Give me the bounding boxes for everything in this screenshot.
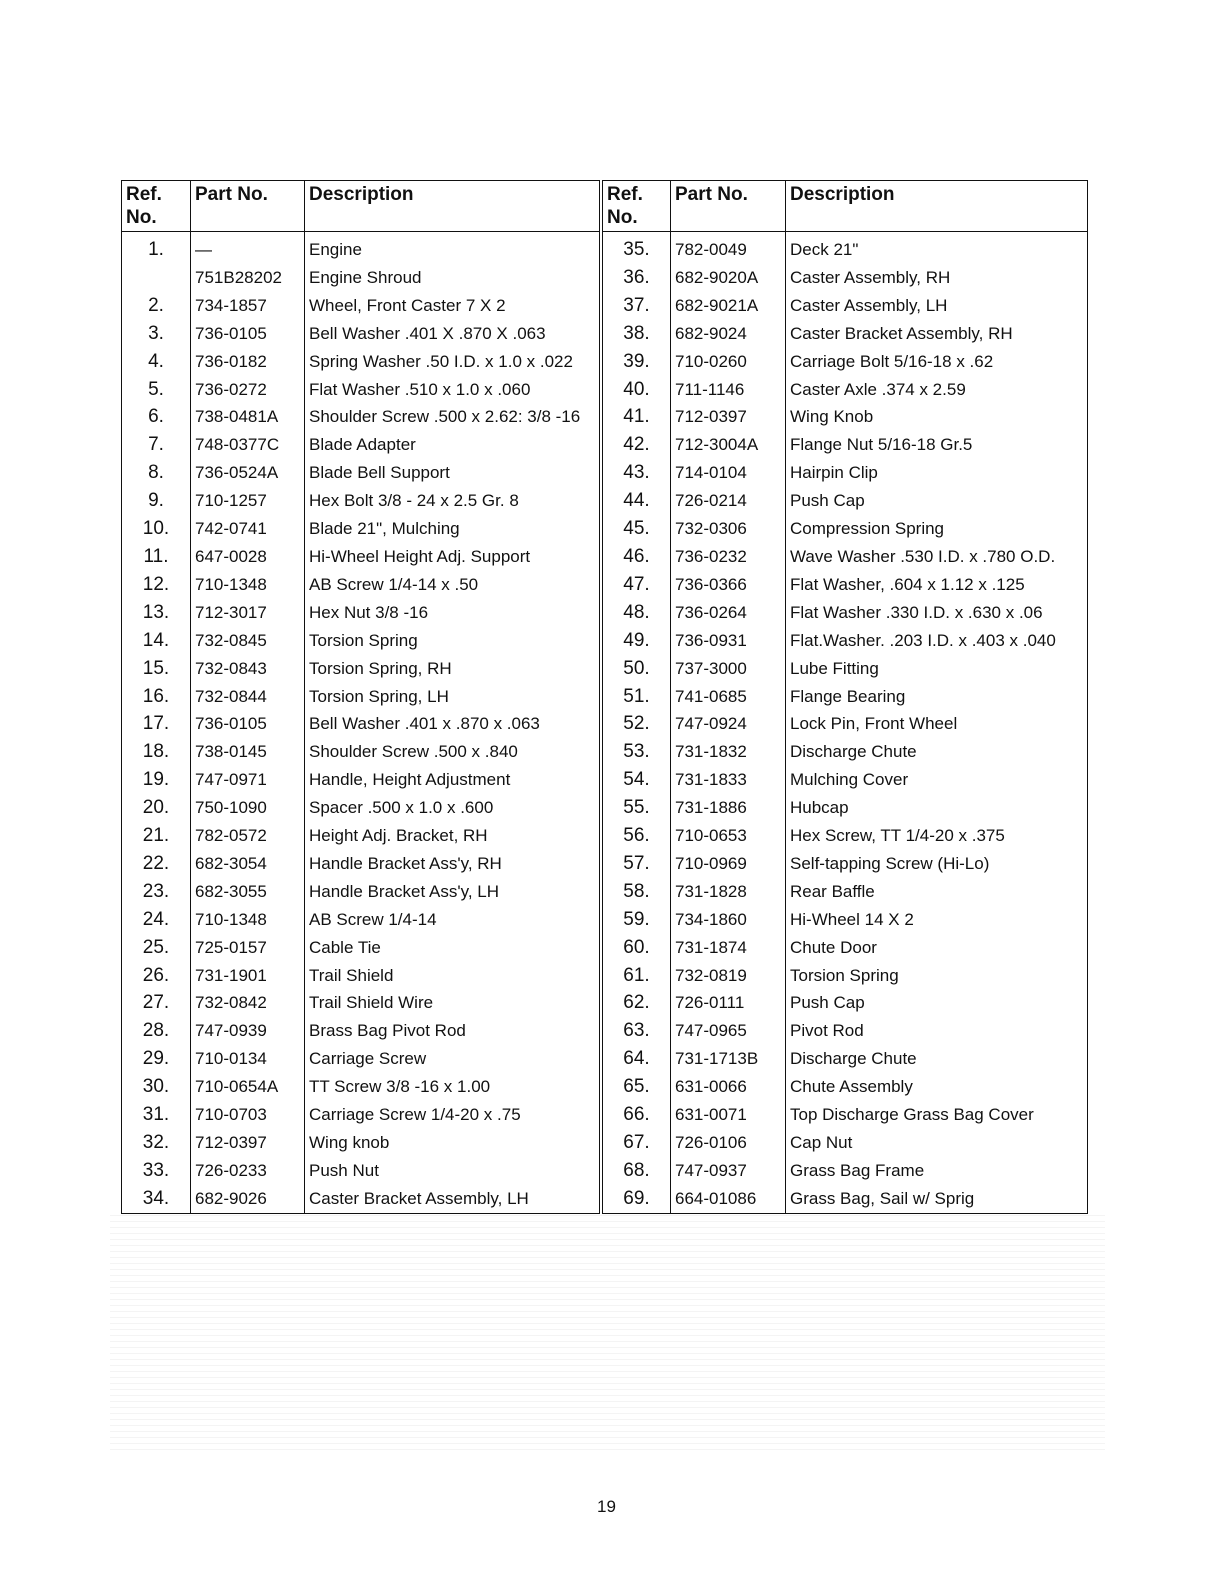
parts-table-left — [121, 180, 600, 1214]
ref-no-cell: 46. — [603, 543, 671, 571]
part-no-cell: 712-0397 — [191, 1129, 305, 1157]
table-row — [122, 878, 600, 906]
ref-no-cell: 13. — [122, 599, 191, 627]
description-cell: Hex Screw, TT 1/4-20 x .375 — [786, 822, 1088, 850]
parts-table-right — [602, 180, 1088, 1214]
table-row — [122, 487, 600, 515]
ref-no-cell — [122, 264, 191, 292]
parts-table-body-right — [603, 232, 1088, 1214]
part-no-cell: 731-1874 — [671, 934, 786, 962]
part-no-cell: 732-0844 — [191, 683, 305, 711]
part-no-cell: 726-0111 — [671, 989, 786, 1017]
description-cell: Push Cap — [786, 487, 1088, 515]
ref-no-cell: 26. — [122, 962, 191, 990]
table-row — [603, 878, 1088, 906]
description-cell: Torsion Spring, RH — [305, 655, 600, 683]
part-no-cell: 736-0264 — [671, 599, 786, 627]
table-row — [122, 794, 600, 822]
part-no-cell: 682-3055 — [191, 878, 305, 906]
ref-no-cell: 32. — [122, 1129, 191, 1157]
part-no-cell: 711-1146 — [671, 376, 786, 404]
description-header: Description — [786, 181, 1088, 232]
ref-no-cell: 52. — [603, 710, 671, 738]
description-cell: Grass Bag Frame — [786, 1157, 1088, 1185]
table-row — [603, 627, 1088, 655]
table-row — [122, 1073, 600, 1101]
ref-no-cell: 28. — [122, 1017, 191, 1045]
table-row — [122, 766, 600, 794]
part-no-cell: 750-1090 — [191, 794, 305, 822]
table-row — [603, 962, 1088, 990]
description-cell: Cap Nut — [786, 1129, 1088, 1157]
ref-no-cell: 61. — [603, 962, 671, 990]
table-row — [603, 1157, 1088, 1185]
description-cell: Shoulder Screw .500 x .840 — [305, 738, 600, 766]
part-no-cell: 725-0157 — [191, 934, 305, 962]
description-cell: Bell Washer .401 x .870 x .063 — [305, 710, 600, 738]
description-cell: Engine Shroud — [305, 264, 600, 292]
description-cell: Hairpin Clip — [786, 459, 1088, 487]
ref-no-cell: 4. — [122, 348, 191, 376]
description-cell: Lock Pin, Front Wheel — [786, 710, 1088, 738]
ref-no-cell: 12. — [122, 571, 191, 599]
ref-no-cell: 42. — [603, 431, 671, 459]
part-no-cell: 682-9024 — [671, 320, 786, 348]
part-no-cell: 737-3000 — [671, 655, 786, 683]
table-row — [122, 655, 600, 683]
table-row — [603, 320, 1088, 348]
ref-no-cell: 68. — [603, 1157, 671, 1185]
part-no-cell: 710-0969 — [671, 850, 786, 878]
table-row — [122, 431, 600, 459]
description-cell: Height Adj. Bracket, RH — [305, 822, 600, 850]
description-cell: Chute Assembly — [786, 1073, 1088, 1101]
part-no-cell: — — [191, 232, 305, 264]
table-row — [603, 571, 1088, 599]
part-no-cell: 731-1886 — [671, 794, 786, 822]
ref-no-cell: 45. — [603, 515, 671, 543]
table-row — [603, 515, 1088, 543]
description-cell: Blade Bell Support — [305, 459, 600, 487]
ref-no-cell: 20. — [122, 794, 191, 822]
table-row — [122, 989, 600, 1017]
description-cell: Flat Washer, .604 x 1.12 x .125 — [786, 571, 1088, 599]
description-header: Description — [305, 181, 600, 232]
table-row — [603, 487, 1088, 515]
ref-no-cell: 33. — [122, 1157, 191, 1185]
part-no-cell: 710-0134 — [191, 1045, 305, 1073]
table-row — [603, 766, 1088, 794]
part-no-cell: 647-0028 — [191, 543, 305, 571]
table-row — [603, 794, 1088, 822]
table-header-row — [122, 181, 600, 232]
ref-no-cell: 7. — [122, 431, 191, 459]
table-row — [603, 989, 1088, 1017]
table-row — [122, 1045, 600, 1073]
table-row — [122, 264, 600, 292]
table-row — [603, 738, 1088, 766]
part-no-cell: 734-1857 — [191, 292, 305, 320]
part-no-cell: 682-9021A — [671, 292, 786, 320]
table-row — [122, 459, 600, 487]
ref-no-cell: 43. — [603, 459, 671, 487]
table-row — [122, 403, 600, 431]
part-no-cell: 736-0366 — [671, 571, 786, 599]
ref-no-cell: 25. — [122, 934, 191, 962]
description-cell: Handle Bracket Ass'y, LH — [305, 878, 600, 906]
ref-no-header: Ref. No. — [122, 181, 191, 232]
part-no-cell: 726-0106 — [671, 1129, 786, 1157]
ref-no-cell: 53. — [603, 738, 671, 766]
table-row — [603, 850, 1088, 878]
ref-no-cell: 10. — [122, 515, 191, 543]
description-cell: Top Discharge Grass Bag Cover — [786, 1101, 1088, 1129]
description-cell: Pivot Rod — [786, 1017, 1088, 1045]
ref-no-header: Ref. No. — [603, 181, 671, 232]
part-no-cell: 710-1348 — [191, 906, 305, 934]
ref-no-cell: 3. — [122, 320, 191, 348]
part-no-cell: 712-3017 — [191, 599, 305, 627]
table-row — [122, 1101, 600, 1129]
description-cell: Mulching Cover — [786, 766, 1088, 794]
ref-no-cell: 2. — [122, 292, 191, 320]
table-row — [122, 1185, 600, 1213]
part-no-cell: 738-0145 — [191, 738, 305, 766]
table-row — [603, 1017, 1088, 1045]
ref-no-cell: 66. — [603, 1101, 671, 1129]
table-row — [122, 292, 600, 320]
part-no-cell: 731-1901 — [191, 962, 305, 990]
part-no-cell: 741-0685 — [671, 683, 786, 711]
table-row — [122, 571, 600, 599]
part-no-cell: 747-0924 — [671, 710, 786, 738]
ref-no-cell: 40. — [603, 376, 671, 404]
part-no-cell: 732-0819 — [671, 962, 786, 990]
part-no-cell: 782-0049 — [671, 232, 786, 264]
ref-no-cell: 1. — [122, 232, 191, 264]
description-cell: Trail Shield — [305, 962, 600, 990]
ref-no-cell: 19. — [122, 766, 191, 794]
ref-no-cell: 17. — [122, 710, 191, 738]
part-no-cell: 682-9026 — [191, 1185, 305, 1213]
description-cell: Wave Washer .530 I.D. x .780 O.D. — [786, 543, 1088, 571]
table-row — [122, 515, 600, 543]
ref-no-cell: 24. — [122, 906, 191, 934]
part-no-cell: 726-0233 — [191, 1157, 305, 1185]
table-row — [603, 599, 1088, 627]
description-cell: Discharge Chute — [786, 738, 1088, 766]
ref-no-cell: 62. — [603, 989, 671, 1017]
ref-no-cell: 51. — [603, 683, 671, 711]
description-cell: AB Screw 1/4-14 x .50 — [305, 571, 600, 599]
ref-no-cell: 57. — [603, 850, 671, 878]
ref-no-cell: 59. — [603, 906, 671, 934]
ref-no-cell: 21. — [122, 822, 191, 850]
description-cell: Brass Bag Pivot Rod — [305, 1017, 600, 1045]
ref-no-cell: 15. — [122, 655, 191, 683]
ref-no-cell: 60. — [603, 934, 671, 962]
ref-no-cell: 49. — [603, 627, 671, 655]
description-cell: Engine — [305, 232, 600, 264]
table-row — [122, 320, 600, 348]
ref-no-cell: 9. — [122, 487, 191, 515]
ref-no-cell: 56. — [603, 822, 671, 850]
part-no-cell: 710-1348 — [191, 571, 305, 599]
table-row — [603, 1185, 1088, 1213]
part-no-cell: 732-0306 — [671, 515, 786, 543]
description-cell: Discharge Chute — [786, 1045, 1088, 1073]
description-cell: Flange Bearing — [786, 683, 1088, 711]
ref-no-cell: 22. — [122, 850, 191, 878]
description-cell: Spacer .500 x 1.0 x .600 — [305, 794, 600, 822]
part-no-cell: 710-1257 — [191, 487, 305, 515]
part-no-cell: 736-0105 — [191, 320, 305, 348]
description-cell: Blade 21", Mulching — [305, 515, 600, 543]
ref-no-cell: 41. — [603, 403, 671, 431]
description-cell: Trail Shield Wire — [305, 989, 600, 1017]
table-row — [122, 822, 600, 850]
part-no-cell: 712-0397 — [671, 403, 786, 431]
part-no-cell: 731-1833 — [671, 766, 786, 794]
table-row — [603, 822, 1088, 850]
description-cell: Flat Washer .510 x 1.0 x .060 — [305, 376, 600, 404]
ref-no-cell: 18. — [122, 738, 191, 766]
table-row — [122, 348, 600, 376]
ref-no-cell: 55. — [603, 794, 671, 822]
part-no-cell: 736-0182 — [191, 348, 305, 376]
table-row — [603, 376, 1088, 404]
description-cell: Caster Assembly, RH — [786, 264, 1088, 292]
description-cell: Cable Tie — [305, 934, 600, 962]
part-no-cell: 710-0653 — [671, 822, 786, 850]
ref-no-cell: 8. — [122, 459, 191, 487]
part-no-cell: 726-0214 — [671, 487, 786, 515]
table-row — [122, 962, 600, 990]
part-no-cell: 747-0971 — [191, 766, 305, 794]
description-cell: Torsion Spring — [786, 962, 1088, 990]
description-cell: Wheel, Front Caster 7 X 2 — [305, 292, 600, 320]
table-row — [603, 683, 1088, 711]
ref-no-cell: 29. — [122, 1045, 191, 1073]
table-row — [122, 850, 600, 878]
table-row — [603, 710, 1088, 738]
description-cell: Lube Fitting — [786, 655, 1088, 683]
description-cell: Rear Baffle — [786, 878, 1088, 906]
part-no-cell: 736-0105 — [191, 710, 305, 738]
table-row — [603, 934, 1088, 962]
description-cell: Bell Washer .401 X .870 X .063 — [305, 320, 600, 348]
part-no-header: Part No. — [671, 181, 786, 232]
ref-no-cell: 50. — [603, 655, 671, 683]
part-no-cell: 712-3004A — [671, 431, 786, 459]
table-row — [603, 403, 1088, 431]
description-cell: Caster Bracket Assembly, LH — [305, 1185, 600, 1213]
ref-no-cell: 5. — [122, 376, 191, 404]
description-cell: Deck 21" — [786, 232, 1088, 264]
description-cell: Hex Bolt 3/8 - 24 x 2.5 Gr. 8 — [305, 487, 600, 515]
description-cell: TT Screw 3/8 -16 x 1.00 — [305, 1073, 600, 1101]
part-no-cell: 732-0842 — [191, 989, 305, 1017]
description-cell: Compression Spring — [786, 515, 1088, 543]
description-cell: Caster Axle .374 x 2.59 — [786, 376, 1088, 404]
part-no-cell: 682-3054 — [191, 850, 305, 878]
description-cell: Carriage Screw — [305, 1045, 600, 1073]
table-row — [122, 683, 600, 711]
table-row — [122, 543, 600, 571]
ref-no-cell: 64. — [603, 1045, 671, 1073]
part-no-cell: 731-1832 — [671, 738, 786, 766]
description-cell: Shoulder Screw .500 x 2.62: 3/8 -16 — [305, 403, 600, 431]
description-cell: Self-tapping Screw (Hi-Lo) — [786, 850, 1088, 878]
description-cell: Hi-Wheel 14 X 2 — [786, 906, 1088, 934]
part-no-cell: 734-1860 — [671, 906, 786, 934]
table-row — [122, 1129, 600, 1157]
ref-no-cell: 48. — [603, 599, 671, 627]
ref-no-cell: 44. — [603, 487, 671, 515]
ref-no-cell: 6. — [122, 403, 191, 431]
part-no-cell: 742-0741 — [191, 515, 305, 543]
description-cell: Flange Nut 5/16-18 Gr.5 — [786, 431, 1088, 459]
table-row — [122, 1017, 600, 1045]
ref-no-cell: 11. — [122, 543, 191, 571]
table-row — [122, 232, 600, 264]
table-row — [603, 543, 1088, 571]
ref-no-cell: 30. — [122, 1073, 191, 1101]
table-row — [122, 627, 600, 655]
table-row — [122, 1157, 600, 1185]
page-number: 19 — [597, 1497, 616, 1516]
part-no-cell: 664-01086 — [671, 1185, 786, 1213]
table-row — [603, 655, 1088, 683]
part-no-cell: 710-0703 — [191, 1101, 305, 1129]
table-row — [122, 738, 600, 766]
table-row — [603, 1073, 1088, 1101]
table-row — [603, 1101, 1088, 1129]
description-cell: Spring Washer .50 I.D. x 1.0 x .022 — [305, 348, 600, 376]
ref-no-cell: 69. — [603, 1185, 671, 1213]
description-cell: AB Screw 1/4-14 — [305, 906, 600, 934]
ref-no-cell: 34. — [122, 1185, 191, 1213]
ref-no-cell: 14. — [122, 627, 191, 655]
part-no-cell: 732-0843 — [191, 655, 305, 683]
description-cell: Blade Adapter — [305, 431, 600, 459]
description-cell: Chute Door — [786, 934, 1088, 962]
description-cell: Torsion Spring, LH — [305, 683, 600, 711]
table-row — [603, 1045, 1088, 1073]
table-row — [603, 1129, 1088, 1157]
ref-no-cell: 36. — [603, 264, 671, 292]
part-no-cell: 738-0481A — [191, 403, 305, 431]
part-no-cell: 736-0931 — [671, 627, 786, 655]
table-row — [122, 710, 600, 738]
part-no-cell: 747-0939 — [191, 1017, 305, 1045]
description-cell: Torsion Spring — [305, 627, 600, 655]
table-row — [603, 264, 1088, 292]
ref-no-cell: 27. — [122, 989, 191, 1017]
ref-no-cell: 31. — [122, 1101, 191, 1129]
description-cell: Flat.Washer. .203 I.D. x .403 x .040 — [786, 627, 1088, 655]
description-cell: Wing knob — [305, 1129, 600, 1157]
part-no-cell: 631-0071 — [671, 1101, 786, 1129]
table-row — [603, 906, 1088, 934]
part-no-cell: 736-0272 — [191, 376, 305, 404]
description-cell: Flat Washer .330 I.D. x .630 x .06 — [786, 599, 1088, 627]
part-no-cell: 710-0260 — [671, 348, 786, 376]
part-no-cell: 714-0104 — [671, 459, 786, 487]
description-cell: Wing Knob — [786, 403, 1088, 431]
table-row — [603, 348, 1088, 376]
description-cell: Hi-Wheel Height Adj. Support — [305, 543, 600, 571]
table-row — [122, 906, 600, 934]
table-row — [603, 459, 1088, 487]
ref-no-cell: 54. — [603, 766, 671, 794]
description-cell: Grass Bag, Sail w/ Sprig — [786, 1185, 1088, 1213]
ref-no-cell: 67. — [603, 1129, 671, 1157]
ref-no-cell: 35. — [603, 232, 671, 264]
table-row — [122, 599, 600, 627]
description-cell: Hubcap — [786, 794, 1088, 822]
part-no-cell: 736-0232 — [671, 543, 786, 571]
description-cell: Hex Nut 3/8 -16 — [305, 599, 600, 627]
part-no-cell: 710-0654A — [191, 1073, 305, 1101]
ref-no-cell: 65. — [603, 1073, 671, 1101]
description-cell: Handle Bracket Ass'y, RH — [305, 850, 600, 878]
ref-no-cell: 23. — [122, 878, 191, 906]
ref-no-cell: 63. — [603, 1017, 671, 1045]
description-cell: Push Cap — [786, 989, 1088, 1017]
description-cell: Carriage Screw 1/4-20 x .75 — [305, 1101, 600, 1129]
description-cell: Push Nut — [305, 1157, 600, 1185]
parts-table-body-left — [122, 232, 600, 1214]
part-no-cell: 631-0066 — [671, 1073, 786, 1101]
table-row — [122, 376, 600, 404]
ref-no-cell: 38. — [603, 320, 671, 348]
table-header-row — [603, 181, 1088, 232]
part-no-cell: 782-0572 — [191, 822, 305, 850]
description-cell: Handle, Height Adjustment — [305, 766, 600, 794]
part-no-cell: 747-0965 — [671, 1017, 786, 1045]
part-no-cell: 732-0845 — [191, 627, 305, 655]
ref-no-cell: 37. — [603, 292, 671, 320]
part-no-cell: 747-0937 — [671, 1157, 786, 1185]
ref-no-cell: 39. — [603, 348, 671, 376]
table-row — [603, 232, 1088, 264]
part-no-cell: 748-0377C — [191, 431, 305, 459]
part-no-header: Part No. — [191, 181, 305, 232]
table-row — [603, 292, 1088, 320]
part-no-cell: 736-0524A — [191, 459, 305, 487]
ref-no-cell: 58. — [603, 878, 671, 906]
description-cell: Carriage Bolt 5/16-18 x .62 — [786, 348, 1088, 376]
part-no-cell: 731-1828 — [671, 878, 786, 906]
ref-no-cell: 16. — [122, 683, 191, 711]
description-cell: Caster Assembly, LH — [786, 292, 1088, 320]
ref-no-cell: 47. — [603, 571, 671, 599]
scan-dither-area — [110, 1210, 1105, 1450]
part-no-cell: 731-1713B — [671, 1045, 786, 1073]
table-row — [122, 934, 600, 962]
description-cell: Caster Bracket Assembly, RH — [786, 320, 1088, 348]
part-no-cell: 751B28202 — [191, 264, 305, 292]
table-row — [603, 431, 1088, 459]
part-no-cell: 682-9020A — [671, 264, 786, 292]
